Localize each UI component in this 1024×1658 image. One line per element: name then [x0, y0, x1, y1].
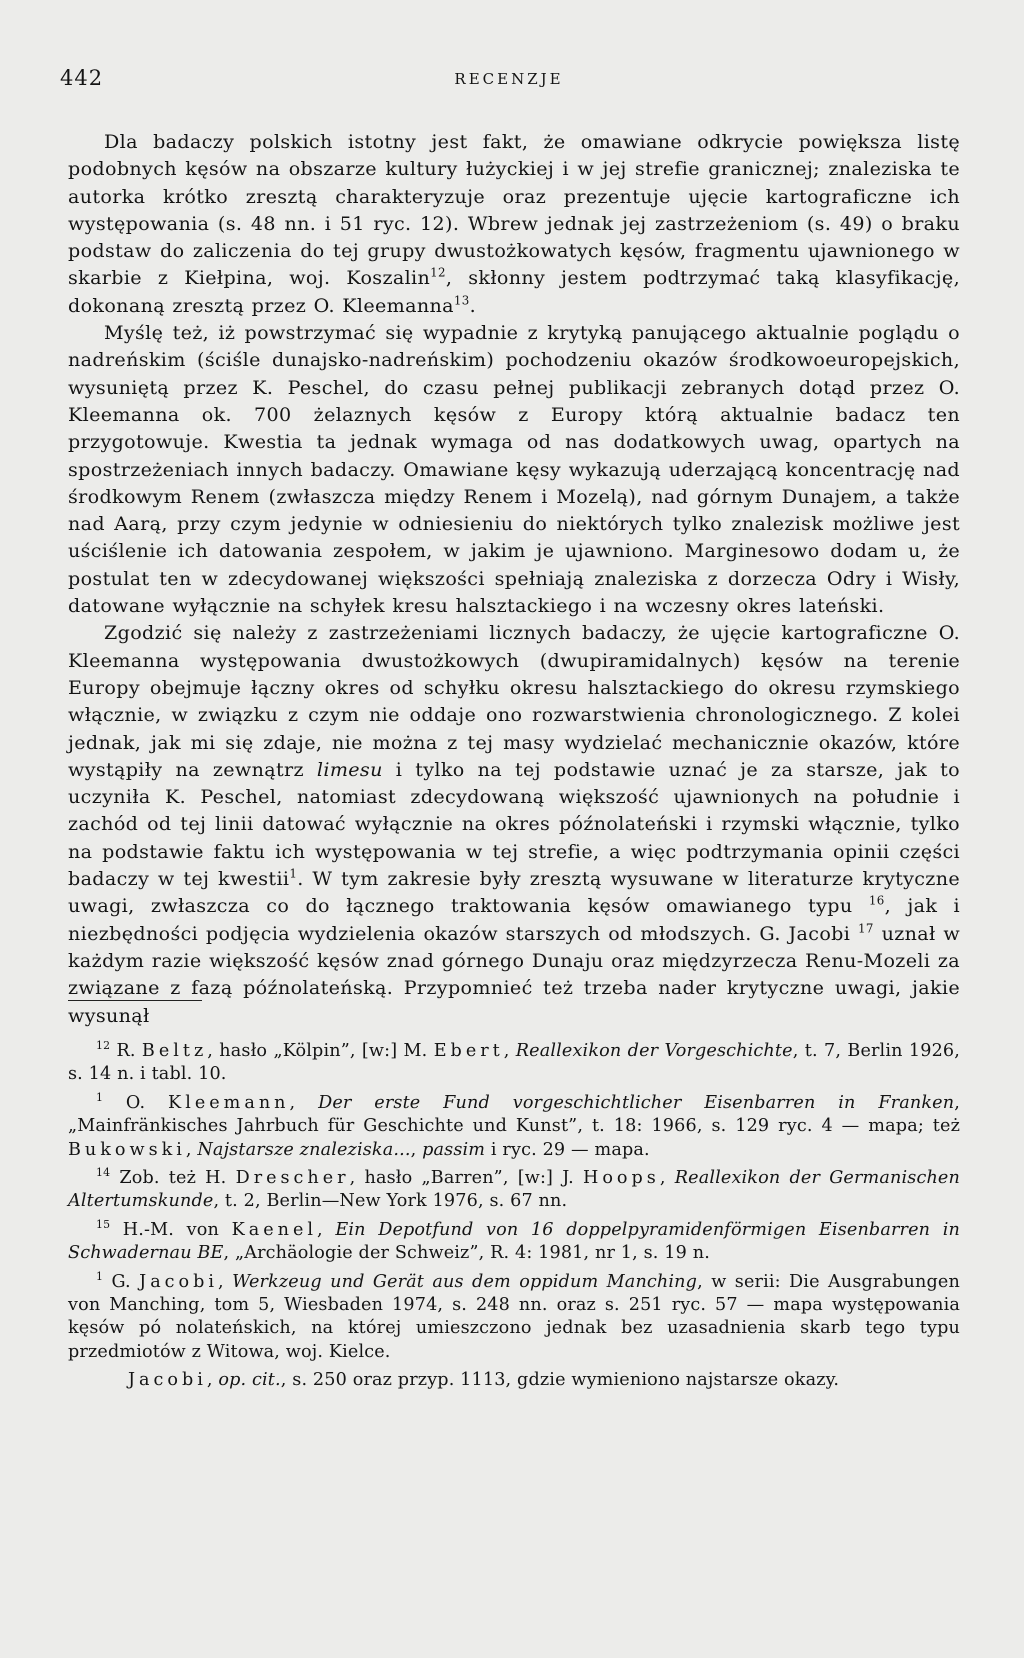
paragraph-3: Zgodzić się należy z zastrzeżeniami licznych badaczy, że ujęcie kartograficzne O. Kleemanna występowania dwustożkowych (dwupiramidalnych) kęsów na terenie Europy obejmuje łączny okres od schyłku okresu halsztackiego do okresu rzymskiego włącznie, w związku z czym nie oddaje ono rozwarstwienia chronologicznego. Z kolei jednak, jak mi się zdaje, nie można z tej masy wydzielać mechanicznie okazów, które wystąpiły na zewnątrz limesu i tylko na tej podstawie uznać je za starsze, jak to uczyniła K. Peschel, natomiast zdecydowaną większość ujawnionych na południe i zachód od tej linii datować wyłącznie na okres późnolateński i rzymski włącznie, tylko na podstawie faktu ich występowania w tej strefie, a więc podtrzymania opinii części badaczy w tej kwestii$^1$. W tym zakresie były zresztą wysuwane w literaturze krytyczne uwagi, zwłaszcza co do łącznego traktowania kęsów omawianego typu $^{16}$, jak i niezbędności podjęcia wydzielenia okazów starszych od młodszych. G. Jacobi $^{17}$ uznał w każdym razie większość kęsów znad górnego Dunaju oraz międzyrzecza Renu-Mozeli za związane z fazą późnolateńską. Przypomnieć też trzeba nader krytyczne uwagi, jakie wysunął: [68, 621, 961, 1027]
footnotes: [68, 1040, 960, 1398]
footnote-ref-17: 17: [858, 921, 874, 936]
page-header: [60, 66, 958, 96]
footnote-15: $^{15}$ H.-M. von Kaenel, Ein Depotfund von 16 doppelpyramidenförmigen Eisenbarren in Schwadernau BE, „Archäologie der Schweiz”, R. 4: 1981, nr 1, s. 19 n.: [68, 1217, 960, 1264]
footnote-13: $^1$ O. Kleemann, Der erste Fund vorgeschichtlicher Eisenbarren in Franken, „Mainfränkisches Jahrbuch für Geschichte und Kunst”, t. 18: 1966, s. 129 ryc. 4 — mapa; też Bukowski, Najstarsze znaleziska..., passim i ryc. 29 — mapa.: [68, 1090, 960, 1160]
footnote-14: $^{14}$ Zob. też H. Drescher, hasło „Barren”, [w:] J. Hoops, Reallexikon der Germanischen Altertumskunde, t. 2, Berlin—New York 1976, s. 67 nn.: [68, 1166, 960, 1212]
footnote-separator: [68, 1000, 202, 1001]
footnote-ref-13: 13: [453, 293, 470, 308]
footnote-12: $^{12}$ R. Beltz, hasło „Kölpin”, [w:] M. Ebert, Reallexikon der Vorgeschichte, t. 7, Berlin 1926, s. 14 n. i tabl. 10.: [68, 1039, 961, 1085]
footnote-16: $^1$ G. Jacobi, Werkzeug und Gerät aus dem oppidum Manching, w serii: Die Ausgrabungen von Manching, tom 5, Wiesbaden 1974, s. 248 nn. oraz s. 251 ryc. 57 — mapa występowania kęsów pó nolateńskich, na której umieszczono jednak bez uzasadnienia skarb tego typu przedmiotów z Witowa, woj. Kielce.: [68, 1269, 960, 1362]
footnote-ref-15: 1: [289, 866, 298, 881]
paragraph-2: Myślę też, iż powstrzymać się wypadnie z krytyką panującego aktualnie poglądu o nadreńskim (ściśle dunajsko-nadreńskim) pochodzeniu okazów środkowoeuropejskich, wysuniętą przez K. Peschel, do czasu pełnej publikacji zebranych dotąd przez O. Kleemanna ok. 700 żelaznych kęsów z Europy którą aktualnie badacz ten przygotowuje. Kwestia ta jednak wymaga od nas dodatkowych uwag, opartych na spostrzeżeniach innych badaczy. Omawiane kęsy wykazują uderzającą koncentrację nad środkowym Renem (zwłaszcza między Renem i Mozelą), nad górnym Dunajem, a także nad Aarą, przy czym jedynie w odniesieniu do niektórych tylko znalezisk możliwe jest uściślenie ich datowania zespołem, w jakim je ujawniono. Marginesowo dodam u, że postulat ten w zdecydowanej większości spełniają znaleziska z dorzecza Odry i Wisły, datowane wyłącznie na schyłek kresu halsztackiego i na wczesny okres lateński.: [68, 321, 961, 618]
page-number: 442: [60, 66, 104, 90]
paragraph-1: Dla badaczy polskich istotny jest fakt, że omawiane odkrycie powiększa listę podobnych kęsów na obszarze kultury łużyckiej i w jej strefie granicznej; znaleziska te autorka krótko zresztą charakteryzuje oraz prezentuje ujęcie kartograficzne ich występowania (s. 48 nn. i 51 ryc. 12). Wbrew jednak jej zastrzeżeniom (s. 49) o braku podstaw do zaliczenia do tej grupy dwustożkowatych kęsów, fragmentu ujawnionego w skarbie z Kiełpina, woj. Koszalin$^{12}$, skłonny jestem podtrzymać taką klasyfikację, dokonaną zresztą przez O. Kleemanna$^{13}$.: [68, 130, 960, 317]
running-title: RECENZJE: [454, 70, 564, 88]
footnote-ref-16: 16: [868, 893, 885, 908]
italic-term-limesu: limesu: [316, 757, 383, 781]
footnote-17: Jacobi, op. cit., s. 250 oraz przyp. 1113, gdzie wymieniono najstarsze okazy.: [128, 1370, 840, 1391]
footnote-ref-12: 12: [430, 266, 446, 281]
review-body-text: [68, 128, 960, 1029]
